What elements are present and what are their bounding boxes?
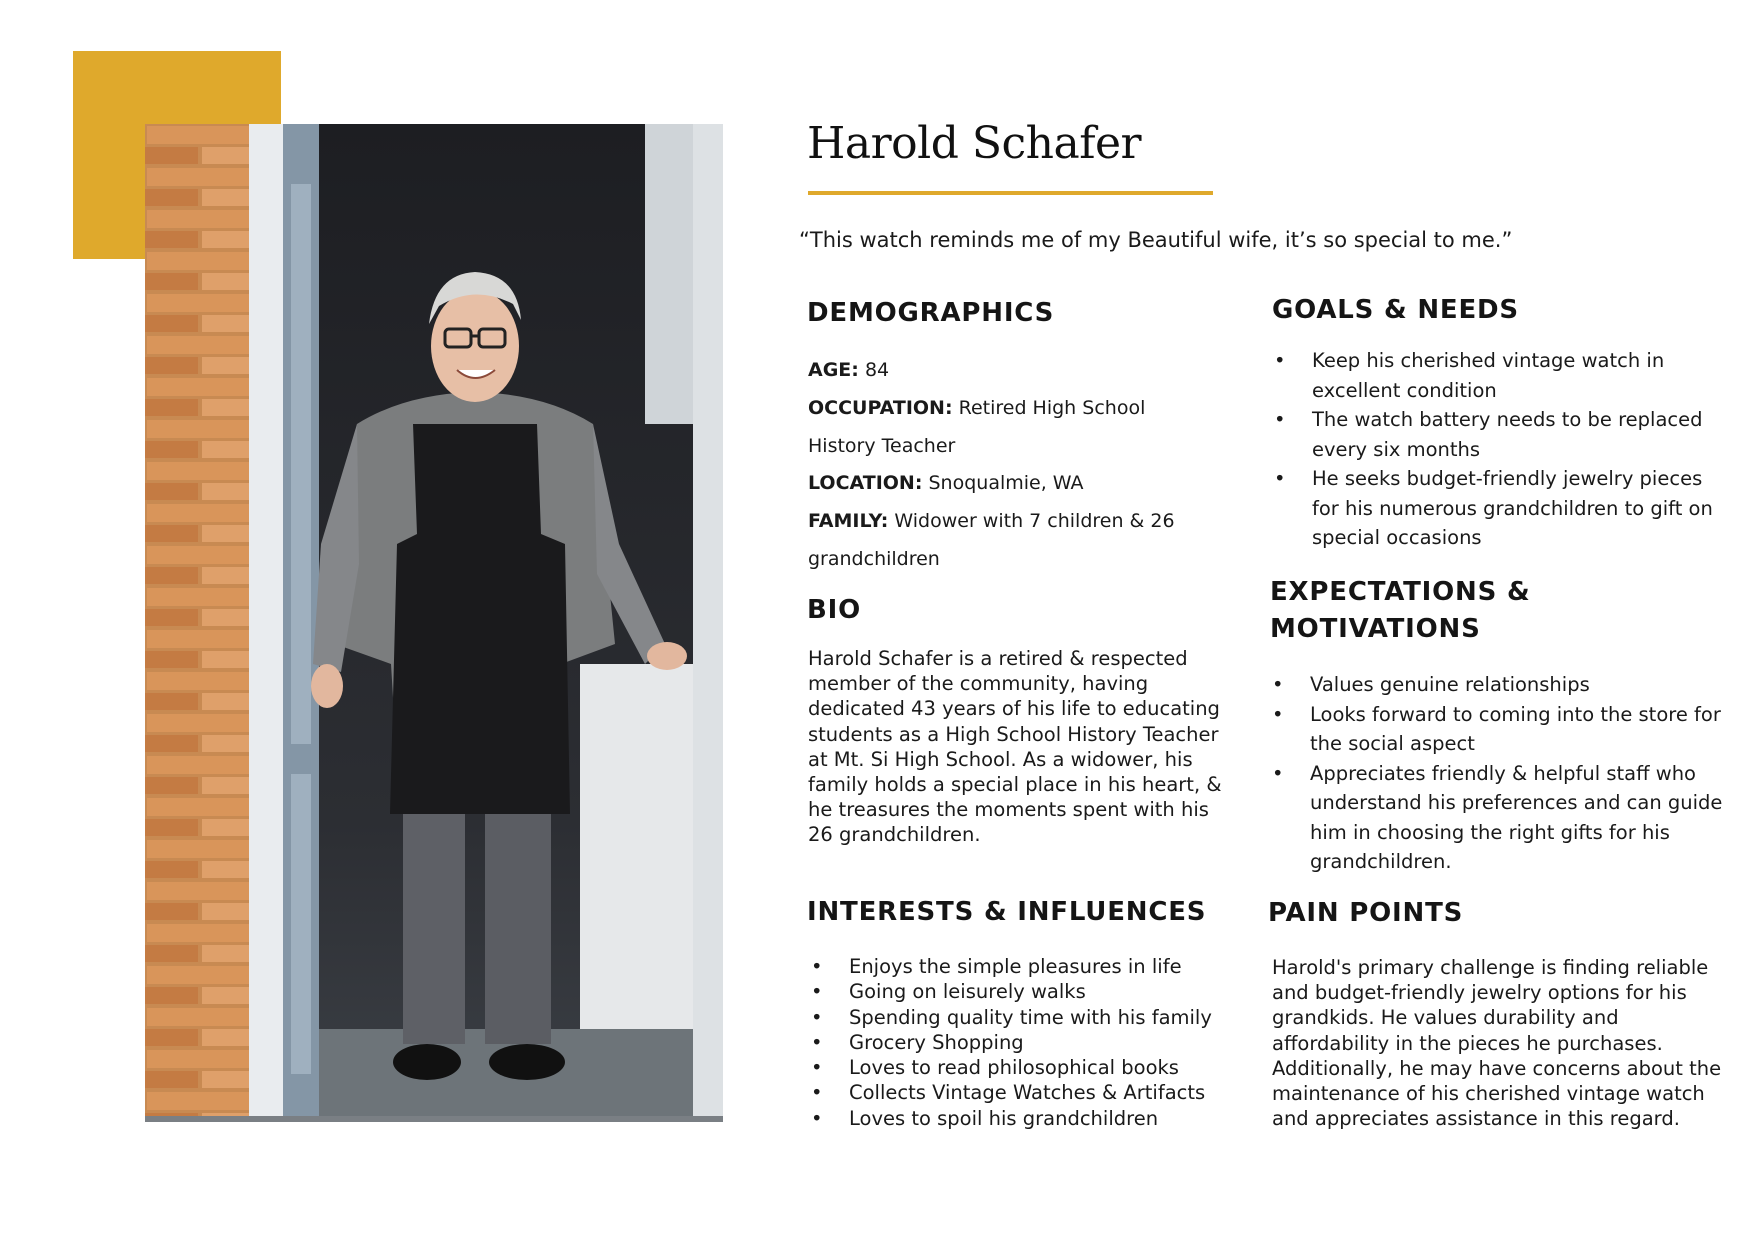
list-item: • Keep his cherished vintage watch in excellent condition bbox=[1272, 346, 1732, 405]
demographics-list bbox=[808, 352, 1238, 579]
list-item: • Looks forward to coming into the store for the social aspect bbox=[1270, 700, 1730, 759]
pain-points-heading: PAIN POINTS bbox=[1268, 898, 1464, 928]
demographics-heading: DEMOGRAPHICS bbox=[807, 298, 1055, 328]
family-value-line2: grandchildren bbox=[808, 547, 940, 570]
expectations-list bbox=[1270, 670, 1730, 877]
occupation-value-line2: History Teacher bbox=[808, 434, 956, 457]
list-item: • The watch battery needs to be replaced every six months bbox=[1272, 405, 1732, 464]
expectations-heading bbox=[1270, 574, 1530, 648]
list-item: • Loves to read philosophical books bbox=[809, 1055, 1249, 1080]
list-item: • Appreciates friendly & helpful staff who understand his preferences and can guide him in choosing the right gifts for his grandchildren. bbox=[1270, 759, 1730, 877]
list-item: • Going on leisurely walks bbox=[809, 979, 1249, 1004]
interests-heading: INTERESTS & INFLUENCES bbox=[807, 897, 1207, 927]
list-item: • Spending quality time with his family bbox=[809, 1005, 1249, 1030]
age-label: AGE: bbox=[808, 359, 859, 381]
location-label: LOCATION: bbox=[808, 472, 923, 495]
list-item: • Enjoys the simple pleasures in life bbox=[809, 954, 1249, 979]
name-underline bbox=[808, 191, 1213, 195]
bio-text: Harold Schafer is a retired & respected member of the community, having dedicated 43 years of his life to educating students as a High School History Teacher at Mt. Si High School. As a widower, his family holds a special place in his heart, & he treasures the moments spent with his 26 grandchildren. bbox=[808, 647, 1222, 847]
list-item: • Collects Vintage Watches & Artifacts bbox=[809, 1080, 1249, 1105]
goals-list bbox=[1272, 346, 1732, 553]
family-label: FAMILY: bbox=[808, 510, 889, 533]
persona-name: Harold Schafer bbox=[807, 118, 1142, 169]
age-value: 84 bbox=[864, 359, 890, 381]
list-item: • Values genuine relationships bbox=[1270, 670, 1730, 700]
pain-points-text: Harold's primary challenge is finding reliable and budget-friendly jewelry options for his grandkids. He values durability and affordability in the pieces he purchases. Additionally, he may have concerns about the maintenance of his cherished vintage watch and appreciates assistance in this regard. bbox=[1272, 956, 1722, 1131]
interests-list bbox=[809, 954, 1249, 1131]
occupation-label: OCCUPATION: bbox=[808, 396, 953, 419]
goals-heading: GOALS & NEEDS bbox=[1272, 295, 1519, 325]
demographics-family bbox=[808, 503, 1238, 541]
demographics-age bbox=[808, 352, 1238, 390]
expectations-heading-line2: MOTIVATIONS bbox=[1270, 614, 1481, 644]
expectations-heading-line1: EXPECTATIONS & bbox=[1270, 577, 1531, 607]
list-item: • Loves to spoil his grandchildren bbox=[809, 1106, 1249, 1131]
list-item: • Grocery Shopping bbox=[809, 1030, 1249, 1055]
demographics-occupation bbox=[808, 390, 1238, 428]
persona-photo bbox=[145, 124, 723, 1122]
demographics-location bbox=[808, 465, 1238, 503]
location-value: Snoqualmie, WA bbox=[928, 472, 1084, 495]
family-value-line1: Widower with 7 children & 26 bbox=[894, 510, 1175, 533]
occupation-value-line1: Retired High School bbox=[958, 396, 1146, 419]
list-item: • He seeks budget-friendly jewelry pieces for his numerous grandchildren to gift on special occasions bbox=[1272, 464, 1732, 553]
persona-quote: “This watch reminds me of my Beautiful wife, it’s so special to me.” bbox=[799, 228, 1513, 252]
bio-heading: BIO bbox=[807, 595, 861, 625]
